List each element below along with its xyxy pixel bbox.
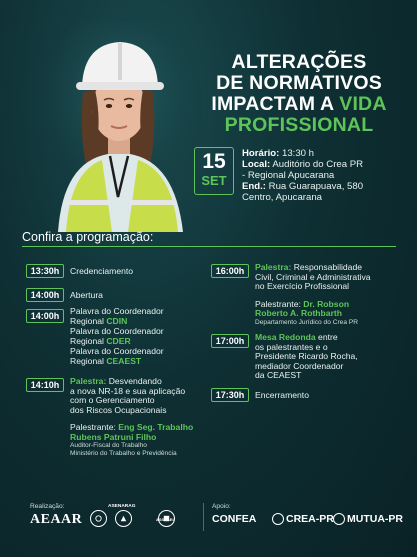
- event-day: 15: [202, 150, 226, 173]
- coordinator-text: Regional: [70, 335, 107, 346]
- coordinator-line: [70, 357, 200, 367]
- palestra-line: Civil, Criminal e Administrativa: [255, 271, 371, 282]
- crea-pr-seal-icon: [272, 513, 284, 525]
- asseaei-label: ASSEAEI: [156, 517, 174, 522]
- coordinator-acronym: CDER: [106, 335, 131, 346]
- event-address-label: End.:: [242, 181, 266, 192]
- confea-text: CONFEA: [212, 513, 257, 525]
- aeaar-text: AEAAR: [30, 512, 83, 527]
- coordinator-line: Palavra do Coordenador: [70, 326, 164, 336]
- event-place-2: - Regional Apucarana: [242, 170, 335, 181]
- speaker-name: Dr. Robson: [303, 298, 350, 309]
- coordinator-line: Palavra do Coordenador: [70, 346, 164, 356]
- speaker-label: Palestrante:: [255, 298, 304, 309]
- engineer-photo: [38, 22, 208, 232]
- mesa-line: Presidente Ricardo Rocha,: [255, 351, 358, 361]
- coordinator-text: Regional: [70, 355, 107, 366]
- schedule-item-coordinators: [70, 307, 200, 366]
- speaker-role: Auditor-Fiscal do Trabalho: [70, 442, 147, 449]
- event-info: [242, 148, 414, 203]
- event-address: [242, 181, 414, 192]
- palestra-label: Palestra:: [255, 262, 292, 272]
- time-badge: 13:30h: [26, 264, 64, 278]
- title-line-3-white: IMPACTAM A: [211, 93, 340, 115]
- time-badge: 14:00h: [26, 309, 64, 323]
- schedule-item-palestra-nr18: [70, 377, 208, 458]
- title-line-2: DE NORMATIVOS: [216, 72, 382, 94]
- coordinator-line: Palavra do Coordenador: [70, 306, 164, 316]
- speaker-role: Departamento Jurídico do Crea PR: [255, 318, 358, 326]
- aeaar-logo: [30, 512, 82, 528]
- palestra-line: com o Gerenciamento: [70, 395, 155, 405]
- mutua-seal-icon: [333, 513, 345, 525]
- crea-seal-icon: [90, 510, 107, 527]
- speaker-label: Palestrante:: [70, 422, 119, 432]
- mesa-line: mediador Coordenador: [255, 360, 344, 371]
- palestra-label: Palestra:: [70, 376, 107, 386]
- event-place: [242, 159, 414, 170]
- schedule-item-encerramento: Encerramento: [255, 390, 309, 400]
- mutua-pr-logo: [333, 513, 403, 525]
- asenarag-label: ASENARAG: [108, 504, 136, 509]
- event-place-label: Local:: [242, 159, 271, 170]
- mesa-text: entre: [315, 332, 338, 342]
- realizacao-label: Realização:: [30, 503, 65, 510]
- event-month: SET: [201, 173, 227, 188]
- time-badge: 14:10h: [26, 378, 64, 392]
- coordinator-line: [70, 317, 200, 327]
- schedule-item-credenciamento: Credenciamento: [70, 266, 134, 276]
- speaker-name-2: Rubens Patruni Filho: [70, 431, 157, 442]
- title-line-4: PROFISSIONAL: [224, 114, 374, 136]
- palestra-text: Desvendando: [106, 376, 162, 386]
- mutua-pr-text: MUTUA-PR: [347, 513, 403, 525]
- palestra-text: Responsabilidade: [291, 262, 363, 272]
- event-date-box: [194, 147, 234, 195]
- asenarag-logo-icon: [115, 510, 132, 527]
- time-badge: 17:00h: [211, 334, 249, 348]
- mesa-line: os palestrantes e o: [255, 341, 328, 352]
- programme-heading: Confira a programação:: [22, 230, 154, 244]
- coordinator-acronym: CDIN: [106, 315, 128, 326]
- engineer-illustration: [38, 22, 208, 232]
- palestra-line: no Exercício Profissional: [255, 281, 350, 291]
- time-badge: 14:00h: [26, 288, 64, 302]
- confea-logo: [212, 513, 256, 525]
- event-place-value: Auditório do Crea PR: [270, 159, 364, 170]
- event-address-2: Centro, Apucarana: [242, 192, 323, 203]
- event-time-label: Horário:: [242, 148, 280, 159]
- event-time: [242, 148, 414, 159]
- speaker-role-2: Ministério do Trabalho e Previdência: [70, 450, 177, 457]
- time-badge: 16:00h: [211, 264, 249, 278]
- crea-pr-logo: [272, 513, 334, 525]
- title-line-3: [186, 94, 412, 115]
- coordinator-line: [70, 337, 200, 347]
- footer-divider: [203, 503, 204, 531]
- speaker-name: Eng Seg. Trabalho: [118, 422, 194, 432]
- poster-title: [186, 52, 412, 136]
- apoio-label: Apoio:: [212, 503, 231, 510]
- mesa-label: Mesa Redonda: [255, 332, 316, 342]
- event-time-value: 13:30 h: [279, 148, 314, 159]
- title-line-3-green: VIDA: [339, 93, 387, 115]
- coordinator-acronym: CEAEST: [106, 355, 142, 366]
- palestra-line: dos Riscos Ocupacionais: [70, 404, 167, 415]
- schedule-item-abertura: Abertura: [70, 290, 103, 300]
- schedule-item-palestra-responsabilidade: [255, 263, 407, 327]
- time-badge: 17:30h: [211, 388, 249, 402]
- crea-pr-text: CREA-PR: [286, 513, 334, 525]
- speaker-name-2: Roberto A. Rothbarth: [255, 308, 343, 318]
- palestra-line: a nova NR-18 e sua aplicação: [70, 385, 186, 396]
- programme-divider: [22, 246, 396, 247]
- event-address-value: Rua Guarapuava, 580: [265, 181, 364, 192]
- coordinator-text: Regional: [70, 315, 107, 326]
- mesa-line: da CEAEST: [255, 370, 302, 380]
- title-line-1: ALTERAÇÕES: [231, 51, 367, 73]
- schedule-item-mesa-redonda: [255, 333, 405, 381]
